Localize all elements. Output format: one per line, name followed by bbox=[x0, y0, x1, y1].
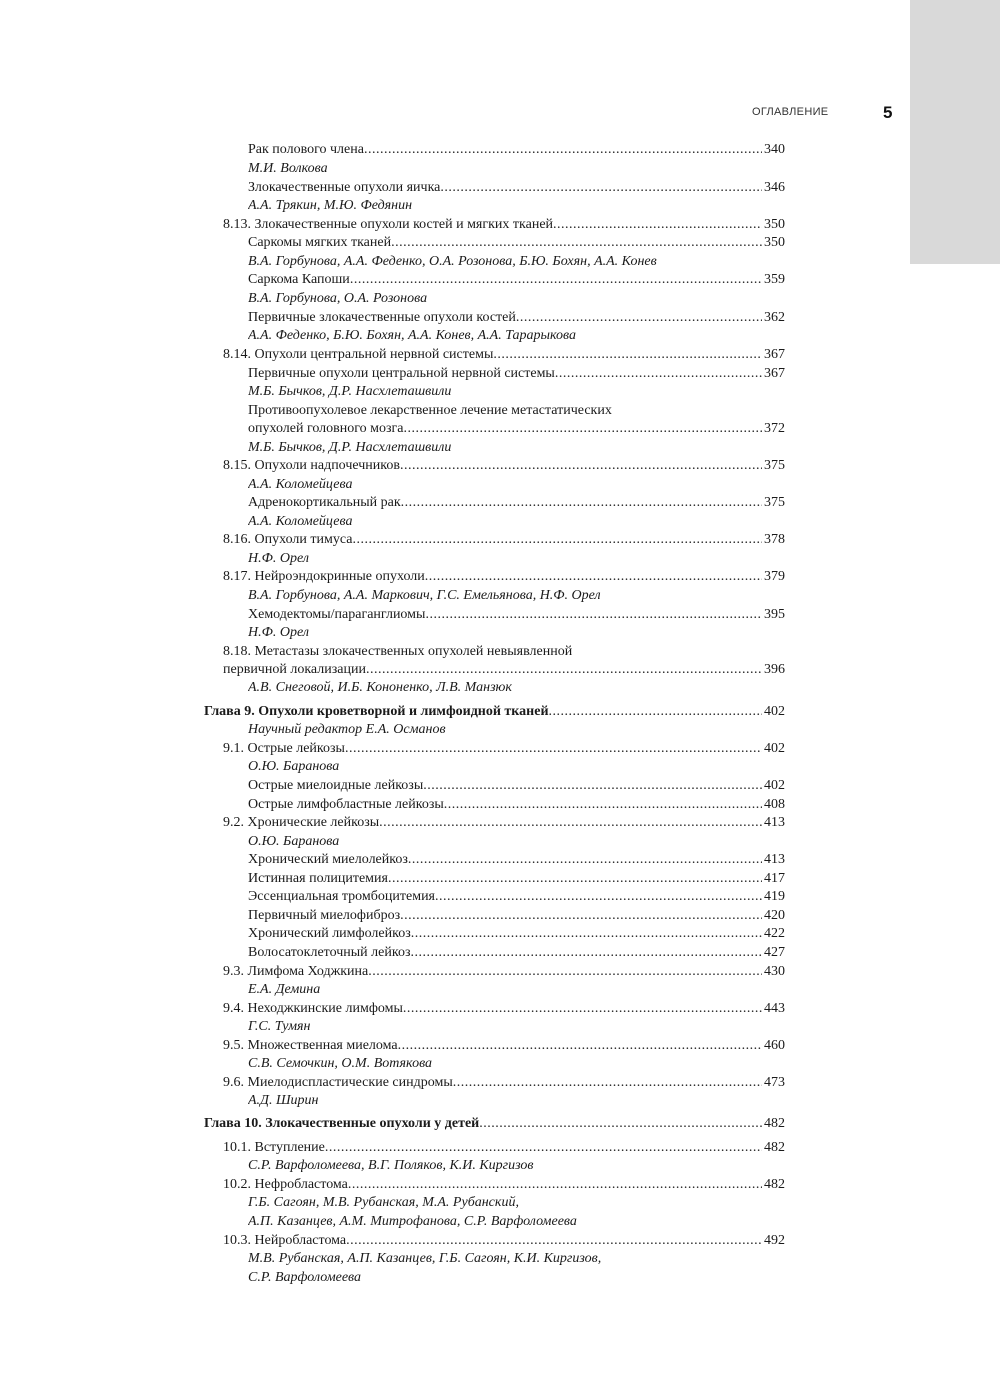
toc-entry[interactable] bbox=[248, 233, 785, 252]
toc-page-number: 482 bbox=[764, 1116, 785, 1131]
toc-page-number: 402 bbox=[764, 741, 785, 756]
dot-leader bbox=[435, 887, 762, 906]
toc-page-number: 419 bbox=[764, 889, 785, 904]
dot-leader bbox=[400, 906, 762, 925]
toc-page-number: 375 bbox=[764, 495, 785, 510]
toc-entry-title: 10.1. Вступление bbox=[223, 1140, 325, 1155]
toc-author: Н.Ф. Орел bbox=[248, 625, 309, 640]
toc-entry[interactable] bbox=[223, 1036, 785, 1055]
dot-leader bbox=[410, 943, 762, 962]
dot-leader bbox=[479, 1114, 762, 1133]
dot-leader bbox=[553, 215, 762, 234]
toc-entry[interactable] bbox=[248, 605, 785, 624]
toc-entry-title: 8.14. Опухоли центральной нервной системы bbox=[223, 347, 494, 362]
toc-page-number: 413 bbox=[764, 815, 785, 830]
dot-leader bbox=[388, 869, 762, 888]
toc-page-number: 395 bbox=[764, 607, 785, 622]
dot-leader bbox=[408, 850, 762, 869]
toc-page-number: 482 bbox=[764, 1177, 785, 1192]
dot-leader bbox=[400, 456, 762, 475]
toc-chapter[interactable] bbox=[204, 702, 785, 721]
toc-entry[interactable] bbox=[248, 364, 785, 383]
toc-entry[interactable] bbox=[248, 795, 785, 814]
toc-entry[interactable] bbox=[223, 456, 785, 475]
toc-entry[interactable] bbox=[248, 850, 785, 869]
running-header: ОГЛАВЛЕНИЕ bbox=[752, 106, 829, 118]
toc-entry[interactable] bbox=[223, 215, 785, 234]
toc-entry-title: Острые миелоидные лейкозы bbox=[248, 778, 424, 793]
toc-entry-title: Хронический миелолейкоз bbox=[248, 852, 408, 867]
toc-author: А.А. Коломейцева bbox=[248, 514, 353, 529]
toc-author: Е.А. Демина bbox=[248, 982, 321, 997]
toc-entry-title: 9.1. Острые лейкозы bbox=[223, 741, 345, 756]
toc-author: В.А. Горбунова, О.А. Розонова bbox=[248, 291, 428, 306]
toc-author: А.В. Снеговой, И.Б. Кононенко, Л.В. Манзюк bbox=[248, 680, 512, 695]
dot-leader bbox=[453, 1073, 762, 1092]
toc-entry-title: Злокачественные опухоли яичка bbox=[248, 180, 441, 195]
toc-page-number: 408 bbox=[764, 797, 785, 812]
toc-page-number: 350 bbox=[764, 235, 785, 250]
toc-entry-title: 9.4. Неходжкинские лимфомы bbox=[223, 1001, 403, 1016]
toc-entry[interactable] bbox=[223, 1231, 785, 1250]
dot-leader bbox=[404, 419, 762, 438]
toc-page-number: 443 bbox=[764, 1001, 785, 1016]
toc-page-number: 359 bbox=[764, 272, 785, 287]
toc-entry-title: Первичный миелофиброз bbox=[248, 908, 401, 923]
toc-author: Г.С. Тумян bbox=[248, 1019, 311, 1034]
toc-entry[interactable] bbox=[223, 660, 785, 679]
toc-entry-title: Острые лимфобластные лейкозы bbox=[248, 797, 444, 812]
toc-entry[interactable] bbox=[248, 493, 785, 512]
dot-leader bbox=[440, 178, 762, 197]
toc-entry[interactable] bbox=[248, 943, 785, 962]
toc-entry[interactable] bbox=[223, 530, 785, 549]
toc-entry-title: Глава 10. Злокачественные опухоли у детей bbox=[204, 1116, 480, 1131]
toc-author: М.Б. Бычков, Д.Р. Насхлеташвили bbox=[248, 384, 452, 399]
toc-entry-title: Саркома Капоши bbox=[248, 272, 350, 287]
toc-entry-title: 8.15. Опухоли надпочечников bbox=[223, 458, 400, 473]
toc-entry-title: Эссенциальная тромбоцитемия bbox=[248, 889, 435, 904]
dot-leader bbox=[366, 660, 762, 679]
toc-entry[interactable] bbox=[248, 906, 785, 925]
dot-leader bbox=[346, 1231, 762, 1250]
toc-entry[interactable] bbox=[248, 178, 785, 197]
toc-author: С.Р. Варфоломеева, В.Г. Поляков, К.И. Киргизов bbox=[248, 1158, 534, 1173]
toc-page-number: 492 bbox=[764, 1233, 785, 1248]
toc-author: Научный редактор Е.А. Османов bbox=[248, 722, 446, 737]
toc-entry-title: 8.13. Злокачественные опухоли костей и мягких тканей bbox=[223, 217, 554, 232]
toc-entry[interactable] bbox=[248, 140, 785, 159]
toc-entry-title: Саркомы мягких тканей bbox=[248, 235, 392, 250]
toc-author: С.Р. Варфоломеева bbox=[248, 1270, 362, 1285]
toc-entry-title: 9.6. Миелодиспластические синдромы bbox=[223, 1075, 453, 1090]
toc-author: В.А. Горбунова, А.А. Маркович, Г.С. Емельянова, Н.Ф. Орел bbox=[248, 588, 601, 603]
toc-author: А.А. Трякин, М.Ю. Федянин bbox=[248, 198, 413, 213]
toc-page-number: 422 bbox=[764, 926, 785, 941]
toc-entry-title: Истинная полицитемия bbox=[248, 871, 388, 886]
toc-entry[interactable] bbox=[248, 924, 785, 943]
toc-entry-title: Волосатоклеточный лейкоз bbox=[248, 945, 411, 960]
dot-leader bbox=[516, 308, 762, 327]
toc-page-number: 402 bbox=[764, 704, 785, 719]
toc-entry[interactable] bbox=[223, 345, 785, 364]
toc-page-number: 460 bbox=[764, 1038, 785, 1053]
toc-entry-title: опухолей головного мозга bbox=[248, 421, 404, 436]
dot-leader bbox=[444, 795, 762, 814]
toc-entry[interactable] bbox=[248, 308, 785, 327]
toc-entry-title: Хронический лимфолейкоз bbox=[248, 926, 411, 941]
dot-leader bbox=[325, 1138, 762, 1157]
dot-leader bbox=[423, 776, 762, 795]
toc-entry-title: Глава 9. Опухоли кроветворной и лимфоидной тканей bbox=[204, 704, 549, 719]
toc-author: М.В. Рубанская, А.П. Казанцев, Г.Б. Сагоян, К.И. Киргизов, bbox=[248, 1251, 602, 1266]
toc-author: С.В. Семочкин, О.М. Вотякова bbox=[248, 1056, 433, 1071]
toc-page-number: 413 bbox=[764, 852, 785, 867]
toc-entry-title: Первичные злокачественные опухоли костей bbox=[248, 310, 516, 325]
toc-page-number: 350 bbox=[764, 217, 785, 232]
toc-page-number: 482 bbox=[764, 1140, 785, 1155]
toc-author: Н.Ф. Орел bbox=[248, 551, 309, 566]
toc-page-number: 430 bbox=[764, 964, 785, 979]
toc-entry-title: 9.5. Множественная миелома bbox=[223, 1038, 398, 1053]
dot-leader bbox=[411, 924, 762, 943]
dot-leader bbox=[555, 364, 762, 383]
toc-entry-title: 8.16. Опухоли тимуса bbox=[223, 532, 353, 547]
dot-leader bbox=[493, 345, 762, 364]
dot-leader bbox=[348, 1175, 762, 1194]
toc-author: А.Д. Ширин bbox=[248, 1093, 319, 1108]
toc-entry[interactable] bbox=[223, 1073, 785, 1092]
toc-entry[interactable] bbox=[223, 1138, 785, 1157]
toc-page-number: 367 bbox=[764, 366, 785, 381]
dot-leader bbox=[391, 233, 762, 252]
toc-text-line: Противоопухолевое лекарственное лечение метастатических bbox=[248, 403, 612, 418]
dot-leader bbox=[425, 605, 762, 624]
toc-entry-title: первичной локализации bbox=[223, 662, 366, 677]
toc-entry[interactable] bbox=[248, 869, 785, 888]
toc-entry-title: Адренокортикальный рак bbox=[248, 495, 401, 510]
toc-entry-title: 9.3. Лимфома Ходжкина bbox=[223, 964, 369, 979]
toc-entry[interactable] bbox=[223, 999, 785, 1018]
dot-leader bbox=[398, 1036, 762, 1055]
toc-entry-title: 8.17. Нейроэндокринные опухоли bbox=[223, 569, 425, 584]
toc-entry-title: Хемодектомы/параганглиомы bbox=[248, 607, 426, 622]
toc-author: М.Б. Бычков, Д.Р. Насхлеташвили bbox=[248, 440, 452, 455]
dot-leader bbox=[345, 739, 762, 758]
toc-page-number: 427 bbox=[764, 945, 785, 960]
toc-entry-title: 9.2. Хронические лейкозы bbox=[223, 815, 380, 830]
toc-entry-title: Рак полового члена bbox=[248, 142, 364, 157]
dot-leader bbox=[350, 270, 762, 289]
toc-entry[interactable] bbox=[223, 962, 785, 981]
toc-entry-title: Первичные опухоли центральной нервной системы bbox=[248, 366, 555, 381]
toc-author: В.А. Горбунова, А.А. Феденко, О.А. Розонова, Б.Ю. Бохян, А.А. Конев bbox=[248, 254, 657, 269]
toc-page-number: 473 bbox=[764, 1075, 785, 1090]
toc-entry-title: 10.2. Нефробластома bbox=[223, 1177, 348, 1192]
toc-entry[interactable] bbox=[223, 739, 785, 758]
toc-page-number: 346 bbox=[764, 180, 785, 195]
toc-page-number: 420 bbox=[764, 908, 785, 923]
toc-page-number: 362 bbox=[764, 310, 785, 325]
toc-entry[interactable] bbox=[223, 813, 785, 832]
toc-page-number: 379 bbox=[764, 569, 785, 584]
dot-leader bbox=[549, 702, 762, 721]
toc-page-number: 367 bbox=[764, 347, 785, 362]
dot-leader bbox=[364, 140, 762, 159]
toc-entry[interactable] bbox=[248, 419, 785, 438]
toc-author: М.И. Волкова bbox=[248, 161, 328, 176]
toc-page-number: 402 bbox=[764, 778, 785, 793]
toc-page-number: 375 bbox=[764, 458, 785, 473]
toc-entry[interactable] bbox=[223, 1175, 785, 1194]
toc-page-number: 378 bbox=[764, 532, 785, 547]
toc-author: А.П. Казанцев, А.М. Митрофанова, С.Р. Варфоломеева bbox=[248, 1214, 577, 1229]
toc-author: О.Ю. Баранова bbox=[248, 834, 340, 849]
toc-entry[interactable] bbox=[248, 270, 785, 289]
toc-author: О.Ю. Баранова bbox=[248, 759, 340, 774]
toc-page-number: 340 bbox=[764, 142, 785, 157]
toc-entry[interactable] bbox=[248, 887, 785, 906]
dot-leader bbox=[403, 999, 762, 1018]
toc-entry[interactable] bbox=[248, 776, 785, 795]
toc-entry-title: 10.3. Нейробластома bbox=[223, 1233, 347, 1248]
dot-leader bbox=[401, 493, 762, 512]
dot-leader bbox=[368, 962, 762, 981]
dot-leader bbox=[425, 567, 762, 586]
toc-author: Г.Б. Сагоян, М.В. Рубанская, М.А. Рубанский, bbox=[248, 1195, 519, 1210]
toc-chapter[interactable] bbox=[204, 1114, 785, 1133]
toc-page-number: 372 bbox=[764, 421, 785, 436]
toc-page-number: 417 bbox=[764, 871, 785, 886]
toc-page-number: 396 bbox=[764, 662, 785, 677]
dot-leader bbox=[379, 813, 762, 832]
dot-leader bbox=[352, 530, 762, 549]
toc-author: А.А. Феденко, Б.Ю. Бохян, А.А. Конев, А.А. Тарарыкова bbox=[248, 328, 576, 343]
toc-author: А.А. Коломейцева bbox=[248, 477, 353, 492]
toc-entry[interactable] bbox=[223, 567, 785, 586]
toc-text-line: 8.18. Метастазы злокачественных опухолей невыявленной bbox=[223, 644, 573, 659]
page-number: 5 bbox=[883, 103, 893, 122]
